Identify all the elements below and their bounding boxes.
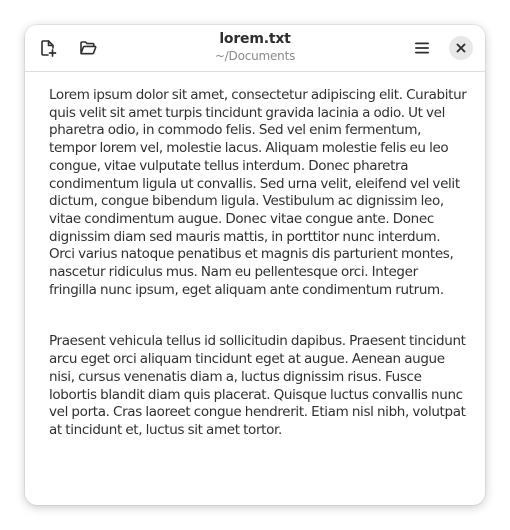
header-bar — [25, 25, 485, 72]
main-menu-button[interactable] — [407, 33, 437, 63]
folder-open-icon — [79, 39, 97, 57]
paragraph-1: Lorem ipsum dolor sit amet, consectetur adipiscing elit. Curabitur quis velit sit amet turpis tincidunt gravida lacinia a odio. Ut vel pharetra odio, in commodo felis. Sed vel enim fermentum, tempor lorem vel, molestie lacus. Aliquam molestie felis eu leo congue, vitae vulputate tellus interdum. Donec pharetra condimentum ligula ut convallis. Sed urna velit, eleifend vel velit dictum, congue bibendum ligula. Vestibulum ac dignissim leo, vitae condimentum augue. Donec vitae congue ante. Donec dignissim diam sed mauris mattis, in porttitor nunc interdum. Orci varius natoque penatibus et magnis dis parturient montes, nascetur ridiculus mus. Nam eu pellentesque orci. Integer fringilla nunc ipsum, eget aliquam ante condimentum rutrum. — [49, 87, 467, 298]
window-title: lorem.txt — [219, 31, 291, 47]
paragraph-2: Praesent vehicula tellus id sollicitudin dapibus. Praesent tincidunt arcu eget orci aliquam tincidunt eget at augue. Aenean augue nisi, cursus venenatis diam a, luctus dignissim risus. Fusce lobortis blandit diam quis placerat. Quisque luctus convallis nunc vel porta. Cras laoreet congue hendrerit. Etiam nisl nibh, volutpat at tincidunt et, luctus sit amet tortor. — [49, 333, 466, 438]
hamburger-menu-icon — [414, 40, 430, 56]
window-subtitle: ~/Documents — [214, 49, 296, 63]
window-title-area — [155, 31, 355, 64]
open-file-button[interactable] — [73, 33, 103, 63]
paragraph-spacing — [49, 299, 467, 333]
close-icon — [456, 43, 466, 53]
text-editor-window — [25, 25, 485, 505]
new-document-button[interactable] — [33, 33, 63, 63]
document-new-icon — [39, 39, 57, 57]
text-editor-area[interactable] — [49, 87, 467, 440]
close-window-button[interactable] — [449, 36, 473, 60]
